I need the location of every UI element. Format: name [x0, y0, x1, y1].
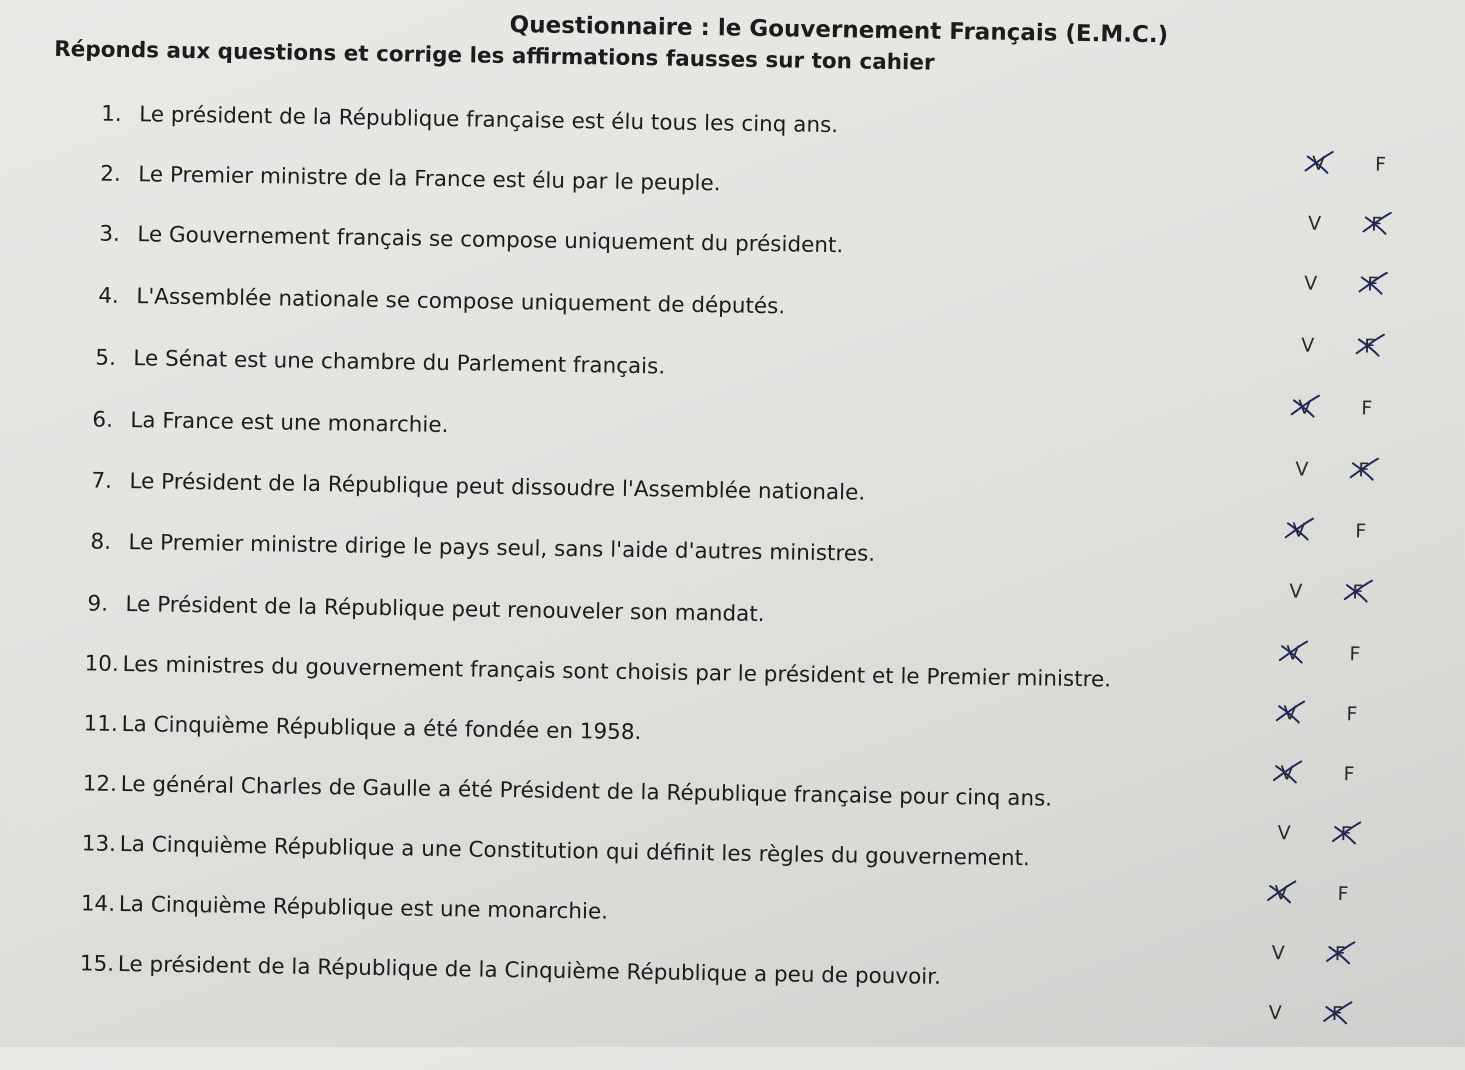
question-number: 11. [83, 711, 119, 737]
option-v-checkbox[interactable] [1301, 210, 1327, 236]
option-v-checkbox[interactable] [1286, 517, 1312, 543]
option-v-checkbox[interactable] [1292, 394, 1318, 420]
option-f-checkbox[interactable] [1354, 395, 1380, 421]
option-label: V [1304, 272, 1318, 295]
option-label: V [1274, 882, 1288, 905]
question-item [0, 528, 1432, 604]
option-label: F [1352, 581, 1364, 604]
question-text: La Cinquième République est une monarchie. [118, 891, 609, 925]
option-label: F [1337, 883, 1349, 906]
option-v-checkbox[interactable] [1268, 880, 1294, 906]
option-label: F [1358, 459, 1370, 482]
option-v-checkbox[interactable] [1262, 1000, 1288, 1026]
question-text: La Cinquième République a une Constitution qui définit les règles du gouvernement. [119, 831, 1031, 872]
option-label: V [1280, 762, 1294, 785]
option-f-checkbox[interactable] [1339, 701, 1365, 727]
option-v-checkbox[interactable] [1298, 270, 1324, 296]
option-label: F [1349, 643, 1361, 666]
option-f-checkbox[interactable] [1359, 271, 1385, 297]
option-label: F [1355, 520, 1367, 543]
option-f-checkbox[interactable] [1327, 941, 1353, 967]
question-text: Le Gouvernement français se compose uniquement du président. [137, 222, 844, 259]
option-label: V [1295, 458, 1309, 481]
question-text: Le général Charles de Gaulle a été Président de la République française pour cinq ans. [120, 771, 1053, 812]
question-number: 8. [90, 529, 112, 555]
option-v-checkbox[interactable] [1277, 700, 1303, 726]
question-item [0, 100, 1438, 176]
option-label: V [1289, 580, 1303, 603]
question-text: Les ministres du gouvernement français sont choisis par le président et le Premier ministre. [122, 652, 1112, 693]
option-label: V [1307, 212, 1322, 235]
question-item [0, 950, 1425, 1026]
question-item [0, 282, 1435, 358]
question-number: 6. [92, 407, 114, 433]
question-item [0, 344, 1434, 420]
option-label: F [1340, 823, 1352, 846]
option-label: F [1334, 943, 1346, 966]
option-label: V [1286, 642, 1300, 665]
option-f-checkbox[interactable] [1345, 579, 1371, 605]
question-text: Le Premier ministre de la France est élu par le peuple. [138, 162, 721, 197]
question-number: 12. [82, 771, 118, 797]
option-label: F [1367, 273, 1379, 296]
question-text: Le président de la République de la Cinquième République a peu de pouvoir. [117, 951, 942, 990]
option-f-checkbox[interactable] [1342, 641, 1368, 667]
question-number: 14. [80, 891, 116, 917]
option-label: F [1346, 703, 1358, 726]
option-f-checkbox[interactable] [1330, 881, 1356, 907]
option-f-checkbox[interactable] [1351, 457, 1377, 483]
option-label: V [1311, 152, 1326, 175]
question-text: L'Assemblée nationale se compose uniquement de députés. [136, 284, 786, 320]
option-f-checkbox[interactable] [1336, 761, 1362, 787]
option-f-checkbox[interactable] [1348, 518, 1374, 544]
question-number: 5. [95, 345, 117, 371]
option-label: V [1271, 942, 1285, 965]
question-item [0, 160, 1437, 236]
question-number: 7. [91, 468, 113, 494]
option-v-checkbox[interactable] [1283, 578, 1309, 604]
option-label: F [1343, 763, 1355, 786]
option-label: V [1292, 519, 1306, 542]
option-label: F [1364, 335, 1376, 358]
question-number: 13. [81, 831, 117, 857]
option-v-checkbox[interactable] [1289, 456, 1315, 482]
question-text: Le Président de la République peut dissoudre l'Assemblée nationale. [129, 469, 866, 506]
option-label: F [1371, 213, 1383, 236]
question-number: 2. [100, 161, 121, 187]
option-label: F [1331, 1003, 1343, 1026]
question-text: Le président de la République française est élu tous les cinq ans. [139, 102, 839, 139]
option-v-checkbox[interactable] [1265, 940, 1291, 966]
question-text: Le Premier ministre dirige le pays seul, sans l'aide d'autres ministres. [128, 530, 876, 567]
question-text: La Cinquième République a été fondée en 1958. [121, 712, 642, 746]
question-text: Le Président de la République peut renouveler son mandat. [125, 592, 765, 628]
question-number: 10. [84, 651, 119, 677]
option-label: V [1298, 396, 1312, 419]
option-v-checkbox[interactable] [1280, 640, 1306, 666]
option-label: V [1268, 1002, 1282, 1025]
option-f-checkbox[interactable] [1357, 333, 1383, 359]
option-v-checkbox[interactable] [1295, 332, 1321, 358]
option-label: F [1374, 153, 1387, 176]
option-label: V [1283, 702, 1297, 725]
question-number: 3. [99, 221, 121, 247]
option-label: V [1301, 334, 1315, 357]
question-text: Le Sénat est une chambre du Parlement français. [133, 346, 666, 380]
worksheet-title: Questionnaire : le Gouvernement Français (E.M.C.) [509, 12, 1169, 49]
question-number: 9. [87, 591, 109, 617]
option-f-checkbox[interactable] [1324, 1001, 1350, 1027]
question-item [0, 467, 1432, 543]
question-number: 1. [101, 101, 122, 127]
option-v-checkbox[interactable] [1274, 760, 1300, 786]
option-v-checkbox[interactable] [1305, 151, 1331, 177]
question-number: 4. [98, 283, 120, 309]
question-item [0, 406, 1433, 482]
worksheet-instruction: Réponds aux questions et corrige les affirmations fausses sur ton cahier [54, 36, 935, 76]
option-label: F [1361, 397, 1373, 420]
option-label: V [1277, 822, 1291, 845]
option-f-checkbox[interactable] [1363, 211, 1389, 237]
question-item [0, 220, 1436, 296]
option-v-checkbox[interactable] [1271, 820, 1297, 846]
question-text: La France est une monarchie. [130, 408, 449, 439]
option-f-checkbox[interactable] [1367, 152, 1393, 178]
option-f-checkbox[interactable] [1333, 821, 1359, 847]
question-number: 15. [79, 951, 115, 977]
